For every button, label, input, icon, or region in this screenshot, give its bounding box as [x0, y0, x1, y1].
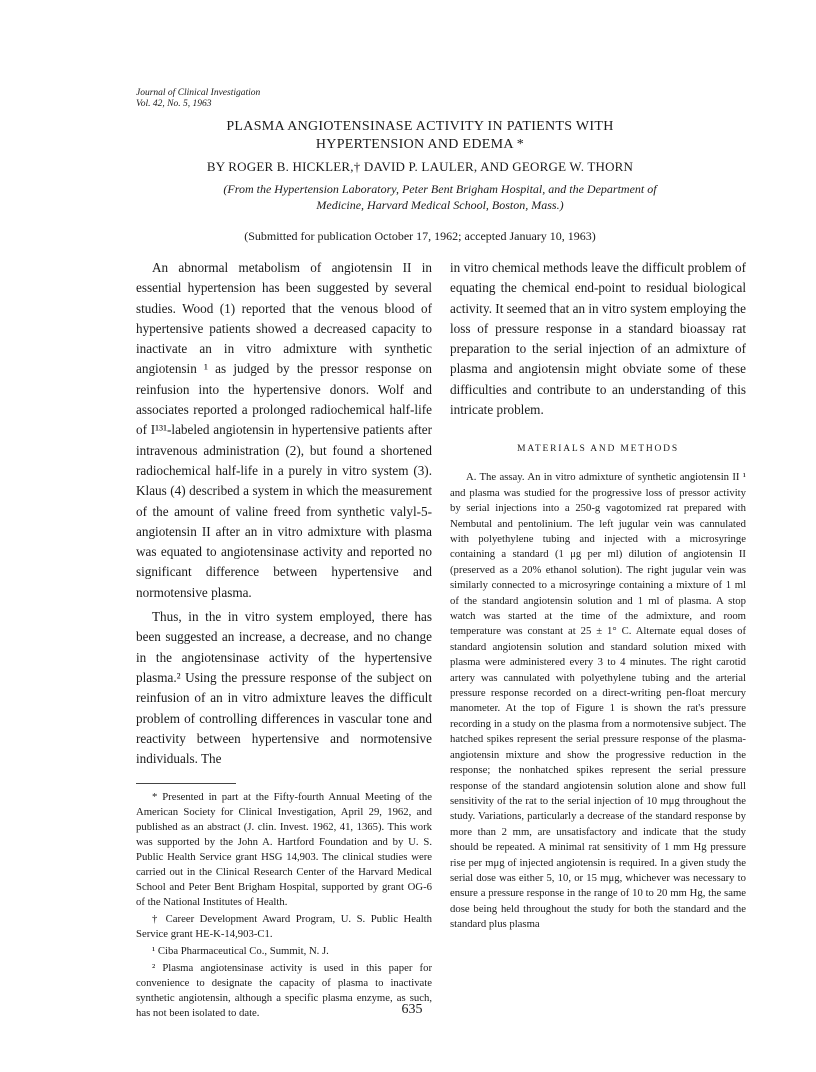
left-column — [136, 258, 432, 1023]
footnote-angiotensinase: ² Plasma angiotensinase activity is used in this paper for convenience to designate the capacity of plasma to inactivate synthetic angiotensin, although a specific plasma enzyme, as such, has not been isolated to date. — [136, 962, 432, 1020]
affiliation-line-1: (From the Hypertension Laboratory, Peter Bent Brigham Hospital, and the Department of — [223, 182, 657, 196]
title-line-2: HYPERTENSION AND EDEMA * — [315, 137, 525, 152]
affiliation-line-2: Medicine, Harvard Medical School, Boston, Mass.) — [316, 198, 564, 212]
right-column — [450, 258, 746, 933]
section-heading-methods: MATERIALS AND METHODS — [517, 444, 679, 455]
methods-assay-paragraph: A. The assay. An in vitro admixture of synthetic angiotensin II ¹ and plasma was studied for the progressive loss of pressor activity by serial injections into a 250-g vagotomized rat prepared with Nembutal and pentolinium. The left jugular vein was cannulated with polyethylene tubing and injected with a microsyringe containing a standard (1 μg per ml) dilution of angiotensin II (preserved as a 20% ethanol solution). The right jugular vein was similarly connected to a microsyringe containing a mixture of 1 ml of the standard angiotensin solution and 1 ml of plasma. A stop watch was started at the time of the admixture, and room temperature was constant at 25 ± 1° C. Alternate equal doses of standard angiotensin solution and standard solution mixed with plasma were administered every 3 to 4 minutes. The right carotid artery was cannulated with polyethylene tubing and the arterial pressure response recorded on a direct-writing pen-float mercury manometer. At the top of Figure 1 is shown the rat's pressure recording in a study on the plasma from a normotensive subject. The hatched spikes represent the serial pressure response of the plasma-angiotensin mixture and show the progressive reduction in the response; the nonhatched spikes represent the serial pressure response of the standard angiotensin solution alone and show full sensitivity of the rat to the serial injection of 10 mμg throughout the study. Variations, particularly a decrease of the standard response by more than 2 mm, are unsatisfactory and indicate that the study should be repeated. A minimal rat sensitivity of 1 mm Hg pressure rise per mμg of injected angiotensin is required. In a given study the serial dose was either 5, 10, or 15 mμg, whichever was necessary to ensure a pressure response in the range of 10 to 20 mm Hg, the same dose being held throughout the study for both the standard and the standard plus plasma — [450, 471, 746, 931]
journal-volume: Vol. 42, No. 5, 1963 — [136, 99, 212, 109]
footnote-divider — [136, 783, 236, 784]
submission-dates: (Submitted for publication October 17, 1962; accepted January 10, 1963) — [244, 229, 596, 243]
page-number: 635 — [401, 1002, 423, 1017]
affiliation — [190, 181, 690, 213]
author-list: BY ROGER B. HICKLER,† DAVID P. LAULER, AND GEORGE W. THORN — [206, 159, 634, 174]
intro-paragraph-continued: in vitro chemical methods leave the difficult problem of equating the chemical end-point to residual biological activity. It seemed that an in vitro system employing the loss of pressure response in a standard bioassay rat preparation to the serial injection of an admixture of plasma and angiotensin might obviate some of these difficulties and contribute to an understanding of this intricate problem. — [450, 260, 746, 418]
footnote-presented: * Presented in part at the Fifty-fourth Annual Meeting of the American Society for Clinical Investigation, April 29, 1962, and published as an abstract (J. clin. Invest. 1962, 41, 1365). This work was supported by the John A. Hartford Foundation and by U. S. Public Health Service grant HSG 14,903. The clinical studies were carried out in the Clinical Research Center of the Harvard Medical School and Peter Bent Brigham Hospital, supported by grant OG-6 of the National Institutes of Health. — [136, 791, 432, 909]
article-title — [140, 118, 700, 154]
journal-citation — [136, 88, 260, 110]
footnote-career-award: † Career Development Award Program, U. S. Public Health Service grant HE-K-14,903-C1. — [136, 913, 432, 941]
journal-name: Journal of Clinical Investigation — [136, 88, 261, 98]
title-line-1: PLASMA ANGIOTENSINASE ACTIVITY IN PATIENTS WITH — [226, 119, 614, 134]
intro-paragraph-1: An abnormal metabolism of angiotensin II in essential hypertension has been suggested by several studies. Wood (1) reported that the venous blood of hypertensive patients showed a decreased capacity to inactivate an in vitro admixture with synthetic angiotensin ¹ as judged by the pressor response on reinfusion into the hypertensive donors. Wolf and associates reported a prolonged radiochemical half-life of I¹³¹-labeled angiotensin in hypertensive patients after intravenous administration (2), but found a shortened radiochemical half-life in a purely in vitro system (3). Klaus (4) described a system in which the measurement of the amount of valine freed from synthetic valyl-5-angiotensin II after an in vitro admixture with plasma was equated to angiotensinase activity and reported no significant difference between hypertensive and normotensive plasma. — [136, 260, 432, 600]
intro-paragraph-2: Thus, in the in vitro system employed, there has been suggested an increase, a decrease, and no change in the angiotensinase activity of the hypertensive plasma.² Using the pressure response of the subject on reinfusion of an in vitro admixture leaves the difficult problem of controlling differences in vascular tone and reactivity between hypertensive and normotensive individuals. The — [136, 609, 432, 767]
footnote-ciba: ¹ Ciba Pharmaceutical Co., Summit, N. J. — [152, 945, 329, 958]
